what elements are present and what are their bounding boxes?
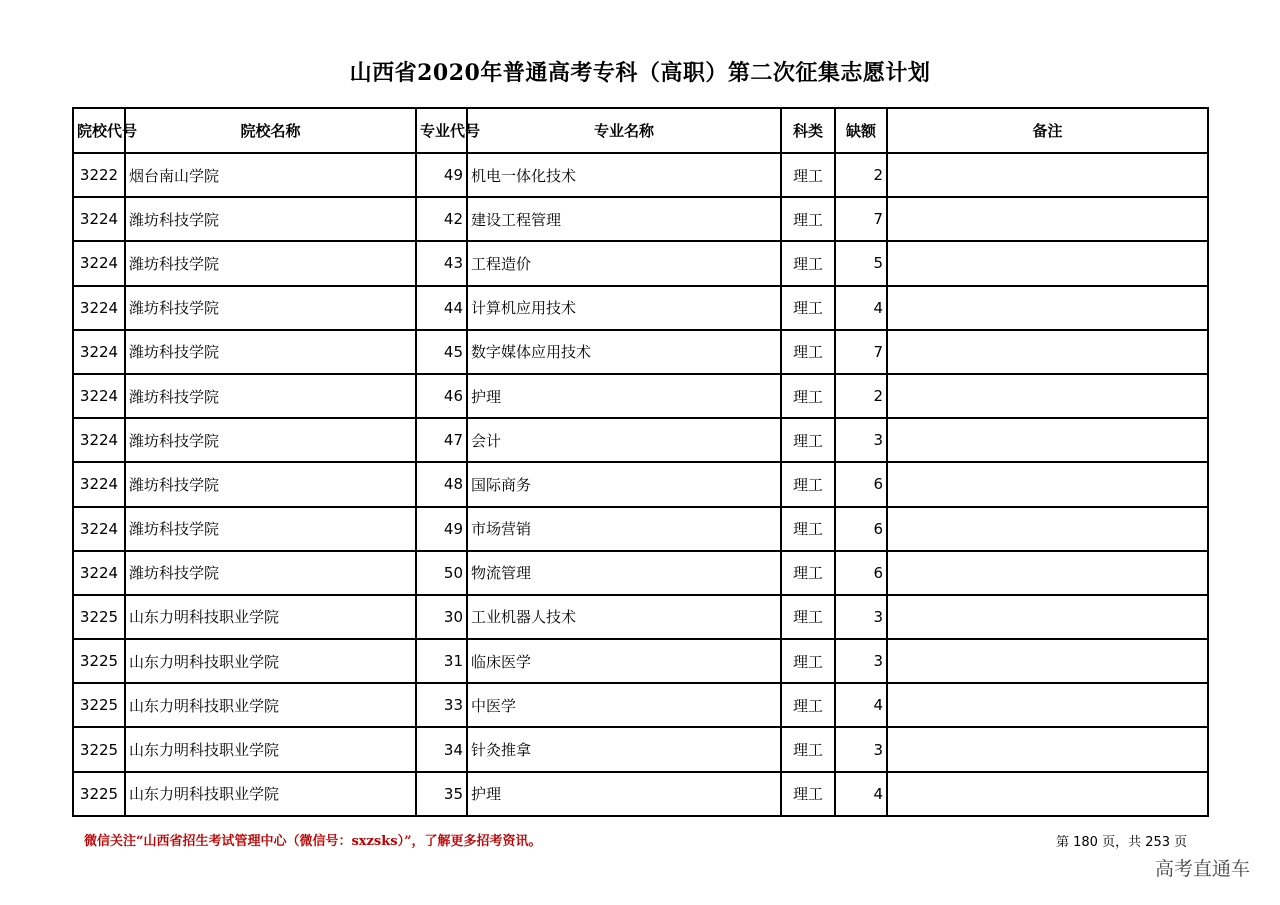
- cell-major-code: 31: [416, 639, 467, 683]
- cell-major-code: 34: [416, 727, 467, 771]
- table-row: [73, 727, 1208, 771]
- cell-category: 理工: [781, 683, 835, 727]
- cell-category: 理工: [781, 330, 835, 374]
- cell-remarks: [887, 286, 1208, 330]
- cell-vacancies: 7: [835, 330, 887, 374]
- cell-school-name: 烟台南山学院: [125, 153, 416, 197]
- cell-school-code: 3224: [73, 374, 125, 418]
- cell-vacancies: 6: [835, 462, 887, 506]
- cell-remarks: [887, 507, 1208, 551]
- cell-major-code: 46: [416, 374, 467, 418]
- cell-major-code: 50: [416, 551, 467, 595]
- cell-category: 理工: [781, 639, 835, 683]
- cell-remarks: [887, 241, 1208, 285]
- cell-school-code: 3224: [73, 241, 125, 285]
- cell-category: 理工: [781, 286, 835, 330]
- header-school-name: 院校名称: [125, 108, 416, 153]
- cell-major-code: 47: [416, 418, 467, 462]
- cell-major-name: 市场营销: [467, 507, 781, 551]
- cell-school-name: 潍坊科技学院: [125, 374, 416, 418]
- cell-school-name: 潍坊科技学院: [125, 551, 416, 595]
- table-row: [73, 462, 1208, 506]
- cell-school-name: 潍坊科技学院: [125, 286, 416, 330]
- document-title: 山西省2020年普通高考专科（高职）第二次征集志愿计划: [349, 60, 931, 86]
- table-header-row: [73, 108, 1208, 153]
- table-row: [73, 197, 1208, 241]
- cell-major-code: 33: [416, 683, 467, 727]
- cell-remarks: [887, 727, 1208, 771]
- cell-remarks: [887, 418, 1208, 462]
- header-remarks: 备注: [887, 108, 1208, 153]
- cell-vacancies: 6: [835, 507, 887, 551]
- cell-category: 理工: [781, 551, 835, 595]
- cell-remarks: [887, 772, 1208, 816]
- cell-school-code: 3224: [73, 330, 125, 374]
- cell-major-code: 44: [416, 286, 467, 330]
- cell-vacancies: 4: [835, 286, 887, 330]
- cell-category: 理工: [781, 197, 835, 241]
- cell-major-name: 会计: [467, 418, 781, 462]
- table-row: [73, 330, 1208, 374]
- cell-category: 理工: [781, 153, 835, 197]
- cell-major-name: 中医学: [467, 683, 781, 727]
- cell-school-code: 3224: [73, 462, 125, 506]
- cell-major-name: 工程造价: [467, 241, 781, 285]
- cell-major-name: 工业机器人技术: [467, 595, 781, 639]
- cell-vacancies: 2: [835, 374, 887, 418]
- cell-major-name: 护理: [467, 772, 781, 816]
- cell-school-name: 潍坊科技学院: [125, 241, 416, 285]
- cell-vacancies: 6: [835, 551, 887, 595]
- table-row: [73, 772, 1208, 816]
- cell-major-code: 45: [416, 330, 467, 374]
- cell-remarks: [887, 197, 1208, 241]
- cell-major-code: 48: [416, 462, 467, 506]
- table-row: [73, 241, 1208, 285]
- cell-category: 理工: [781, 241, 835, 285]
- table-row: [73, 418, 1208, 462]
- cell-school-name: 山东力明科技职业学院: [125, 639, 416, 683]
- table-body: [73, 153, 1208, 816]
- cell-category: 理工: [781, 507, 835, 551]
- enrollment-plan-table: [72, 107, 1209, 817]
- wechat-follow-note: 微信关注“山西省招生考试管理中心（微信号：sxzsks）”，了解更多招考资讯。: [84, 834, 542, 849]
- cell-major-code: 49: [416, 507, 467, 551]
- cell-vacancies: 3: [835, 639, 887, 683]
- cell-category: 理工: [781, 727, 835, 771]
- table-row: [73, 374, 1208, 418]
- cell-major-code: 49: [416, 153, 467, 197]
- cell-major-name: 机电一体化技术: [467, 153, 781, 197]
- cell-school-code: 3224: [73, 286, 125, 330]
- cell-school-name: 潍坊科技学院: [125, 330, 416, 374]
- header-major-name: 专业名称: [467, 108, 781, 153]
- cell-school-name: 山东力明科技职业学院: [125, 772, 416, 816]
- cell-vacancies: 3: [835, 727, 887, 771]
- cell-major-code: 35: [416, 772, 467, 816]
- cell-major-code: 43: [416, 241, 467, 285]
- cell-vacancies: 4: [835, 772, 887, 816]
- watermark-text: 高考直通车: [1154, 858, 1250, 880]
- cell-category: 理工: [781, 462, 835, 506]
- cell-major-name: 建设工程管理: [467, 197, 781, 241]
- header-major-code: 专业代号: [416, 108, 467, 153]
- header-vacancies: 缺额: [835, 108, 887, 153]
- cell-vacancies: 2: [835, 153, 887, 197]
- cell-vacancies: 7: [835, 197, 887, 241]
- table-row: [73, 639, 1208, 683]
- cell-school-code: 3224: [73, 197, 125, 241]
- cell-category: 理工: [781, 374, 835, 418]
- cell-remarks: [887, 462, 1208, 506]
- cell-major-code: 42: [416, 197, 467, 241]
- cell-remarks: [887, 639, 1208, 683]
- table-row: [73, 595, 1208, 639]
- cell-remarks: [887, 683, 1208, 727]
- cell-major-name: 护理: [467, 374, 781, 418]
- cell-school-name: 潍坊科技学院: [125, 507, 416, 551]
- cell-vacancies: 3: [835, 595, 887, 639]
- table-row: [73, 153, 1208, 197]
- cell-category: 理工: [781, 595, 835, 639]
- cell-school-name: 潍坊科技学院: [125, 418, 416, 462]
- cell-vacancies: 3: [835, 418, 887, 462]
- cell-school-code: 3225: [73, 772, 125, 816]
- cell-major-name: 针灸推拿: [467, 727, 781, 771]
- cell-school-name: 潍坊科技学院: [125, 462, 416, 506]
- cell-category: 理工: [781, 772, 835, 816]
- table-row: [73, 551, 1208, 595]
- cell-remarks: [887, 595, 1208, 639]
- cell-school-name: 山东力明科技职业学院: [125, 683, 416, 727]
- table-row: [73, 286, 1208, 330]
- page-number: 第 180 页，共 253 页: [1056, 835, 1188, 850]
- cell-school-code: 3225: [73, 683, 125, 727]
- cell-remarks: [887, 153, 1208, 197]
- cell-remarks: [887, 551, 1208, 595]
- cell-school-name: 潍坊科技学院: [125, 197, 416, 241]
- cell-category: 理工: [781, 418, 835, 462]
- cell-school-code: 3225: [73, 727, 125, 771]
- header-category: 科类: [781, 108, 835, 153]
- cell-major-name: 数字媒体应用技术: [467, 330, 781, 374]
- cell-remarks: [887, 374, 1208, 418]
- header-school-code: 院校代号: [73, 108, 125, 153]
- cell-school-code: 3222: [73, 153, 125, 197]
- cell-major-name: 国际商务: [467, 462, 781, 506]
- cell-school-code: 3224: [73, 507, 125, 551]
- table-row: [73, 507, 1208, 551]
- cell-major-name: 临床医学: [467, 639, 781, 683]
- cell-school-code: 3224: [73, 418, 125, 462]
- cell-vacancies: 5: [835, 241, 887, 285]
- cell-major-code: 30: [416, 595, 467, 639]
- cell-school-name: 山东力明科技职业学院: [125, 727, 416, 771]
- cell-school-name: 山东力明科技职业学院: [125, 595, 416, 639]
- cell-school-code: 3224: [73, 551, 125, 595]
- cell-school-code: 3225: [73, 595, 125, 639]
- cell-school-code: 3225: [73, 639, 125, 683]
- cell-major-name: 计算机应用技术: [467, 286, 781, 330]
- cell-vacancies: 4: [835, 683, 887, 727]
- cell-major-name: 物流管理: [467, 551, 781, 595]
- table-row: [73, 683, 1208, 727]
- cell-remarks: [887, 330, 1208, 374]
